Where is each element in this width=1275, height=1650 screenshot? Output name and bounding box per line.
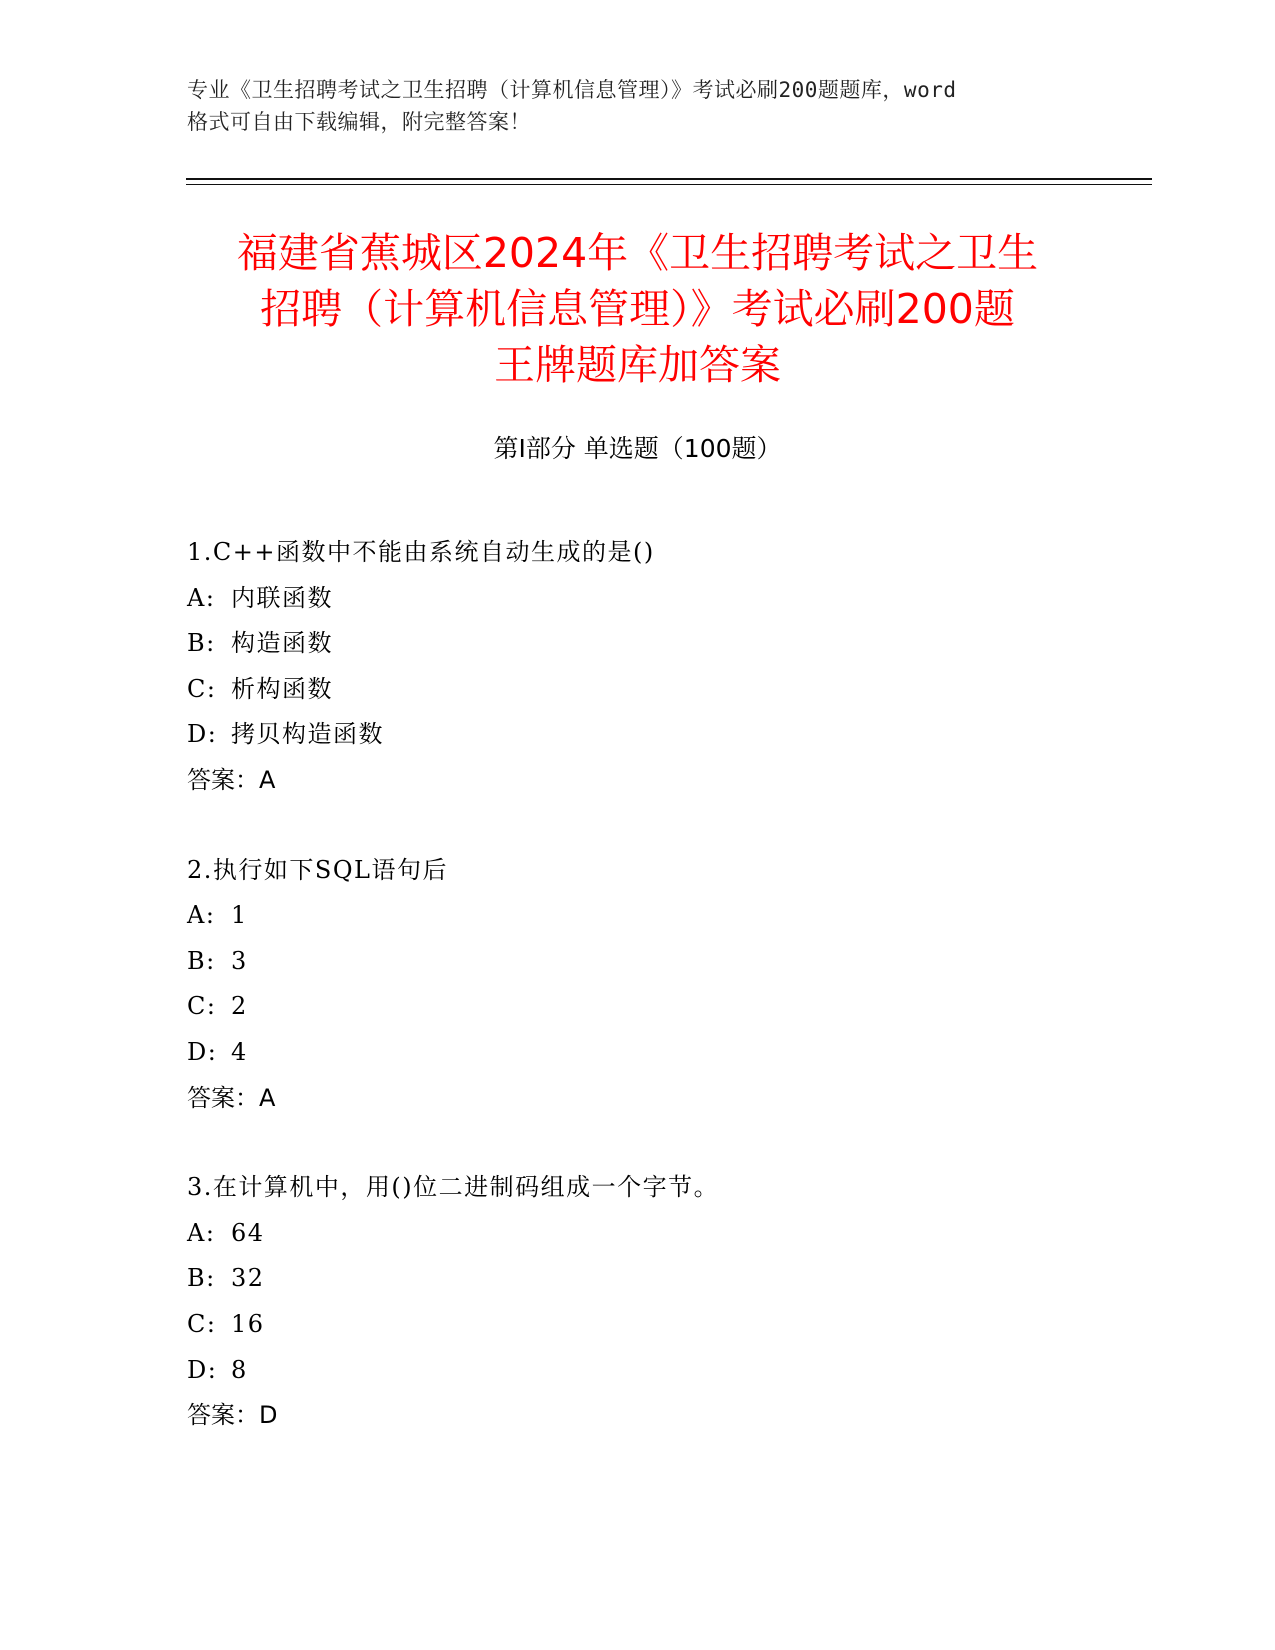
option-label: C: xyxy=(187,1309,217,1338)
header-note-line-2: 格式可自由下载编辑，附完整答案！ xyxy=(187,110,531,134)
option-label: D: xyxy=(187,1037,218,1066)
option-d xyxy=(187,712,1147,758)
option-text: 4 xyxy=(231,1037,248,1066)
option-text: 3 xyxy=(231,946,248,975)
question-item xyxy=(187,530,1147,804)
option-text: 拷贝构造函数 xyxy=(231,720,384,749)
option-label: D: xyxy=(187,720,218,749)
option-label: B: xyxy=(187,1264,216,1293)
option-b xyxy=(187,1256,1147,1302)
option-text: 32 xyxy=(231,1264,265,1293)
question-list xyxy=(187,530,1147,1483)
option-label: D: xyxy=(187,1355,218,1384)
option-text: 8 xyxy=(231,1355,248,1384)
option-text: 16 xyxy=(231,1309,265,1338)
document-title xyxy=(150,225,1125,393)
option-b xyxy=(187,939,1147,985)
answer-line: 答案：D xyxy=(187,1401,278,1430)
option-label: A: xyxy=(187,1218,216,1247)
option-d xyxy=(187,1348,1147,1394)
option-a xyxy=(187,576,1147,622)
document-title-line-1: 福建省蕉城区2024年《卫生招聘考试之卫生 xyxy=(236,229,1039,277)
option-d xyxy=(187,1030,1147,1076)
option-text: 构造函数 xyxy=(231,629,333,658)
option-label: C: xyxy=(187,992,217,1021)
section-title: 第Ⅰ部分 单选题（100题） xyxy=(493,434,782,463)
header-note xyxy=(187,74,1087,138)
question-stem: 2.执行如下SQL语句后 xyxy=(187,855,448,884)
option-c xyxy=(187,667,1147,713)
option-c xyxy=(187,984,1147,1030)
question-stem: 3.在计算机中，用()位二进制码组成一个字节。 xyxy=(187,1173,720,1202)
option-label: B: xyxy=(187,946,216,975)
header-divider-thin xyxy=(186,184,1152,185)
document-title-line-3: 王牌题库加答案 xyxy=(494,341,781,389)
option-b xyxy=(187,621,1147,667)
option-a xyxy=(187,1211,1147,1257)
option-label: A: xyxy=(187,583,216,612)
header-divider-thick xyxy=(186,178,1152,180)
header-note-line-1: 专业《卫生招聘考试之卫生招聘（计算机信息管理）》考试必刷200题题库，word xyxy=(187,78,957,102)
option-text: 析构函数 xyxy=(231,674,333,703)
question-item xyxy=(187,848,1147,1122)
answer-line: 答案：A xyxy=(187,1083,276,1112)
document-title-line-2: 招聘（计算机信息管理）》考试必刷200题 xyxy=(260,285,1015,333)
option-c xyxy=(187,1302,1147,1348)
question-stem: 1.C++函数中不能由系统自动生成的是() xyxy=(187,538,655,566)
option-text: 1 xyxy=(231,901,248,930)
option-text: 2 xyxy=(231,992,248,1021)
option-a xyxy=(187,893,1147,939)
answer-line: 答案：A xyxy=(187,765,276,794)
option-text: 64 xyxy=(231,1218,265,1247)
option-text: 内联函数 xyxy=(231,583,333,612)
question-item xyxy=(187,1165,1147,1439)
option-label: B: xyxy=(187,629,216,658)
option-label: A: xyxy=(187,901,216,930)
option-label: C: xyxy=(187,674,217,703)
